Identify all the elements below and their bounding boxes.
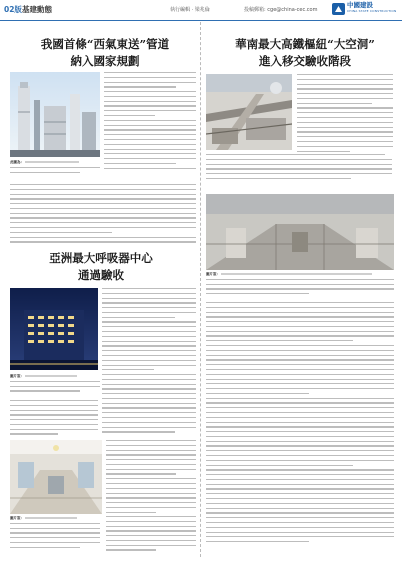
article-2-caption [206,272,394,300]
title-line: 進入移交驗收階段 [259,54,351,68]
article-2-text-b [206,154,392,188]
caption-label: 此圖為： [10,160,24,164]
article-title-3 [26,250,176,284]
page-header [0,0,402,21]
article-title-2 [230,36,380,70]
article-2-text-a [297,74,393,154]
title-line: 亞洲最大呼吸器中心 [49,251,153,265]
caption-label: 圖片說： [10,516,24,520]
article-1-caption [10,160,100,180]
article-3-caption-2 [10,516,100,556]
article-3-text-a [102,288,196,372]
caption-label: 圖片說： [10,374,24,378]
article-2-photo-1 [206,74,292,150]
brand-logo [332,2,396,16]
logo-mark-icon [332,3,345,15]
article-3-caption-1 [10,374,100,396]
logo-text: 中國建設 [347,1,373,9]
editor-credit: 執行編輯 · 梁兆倫 [170,7,210,13]
section-name: 基建動態 [22,5,52,14]
title-line: 納入國家規劃 [70,54,140,68]
article-3-text-b [102,374,196,434]
article-3-photo-2 [10,440,102,514]
title-line: 華南最大高鐵樞紐“大空洞” [235,37,375,51]
article-2-text-c [206,302,394,554]
article-3-photo-1 [10,288,98,370]
submission-email: 投稿郵箱: cge@china-cec.com [244,7,318,13]
article-3-text-e [106,516,196,556]
article-3-text-d [106,440,196,514]
title-line: 通過驗收 [78,268,124,282]
logo-subtitle: CHINA STATE CONSTRUCTION [347,9,397,13]
article-1-photo [10,72,100,157]
article-1-text-a [104,72,196,170]
article-3-text-c [10,400,98,436]
column-divider [200,22,201,557]
article-1-text-b [10,184,196,244]
page-number: 02版 [4,5,22,14]
title-line: 我國首條“西氣東送”管道 [40,37,170,51]
article-title-1 [40,36,170,70]
article-2-photo-2 [206,194,394,270]
caption-label: 圖片說： [206,272,220,276]
